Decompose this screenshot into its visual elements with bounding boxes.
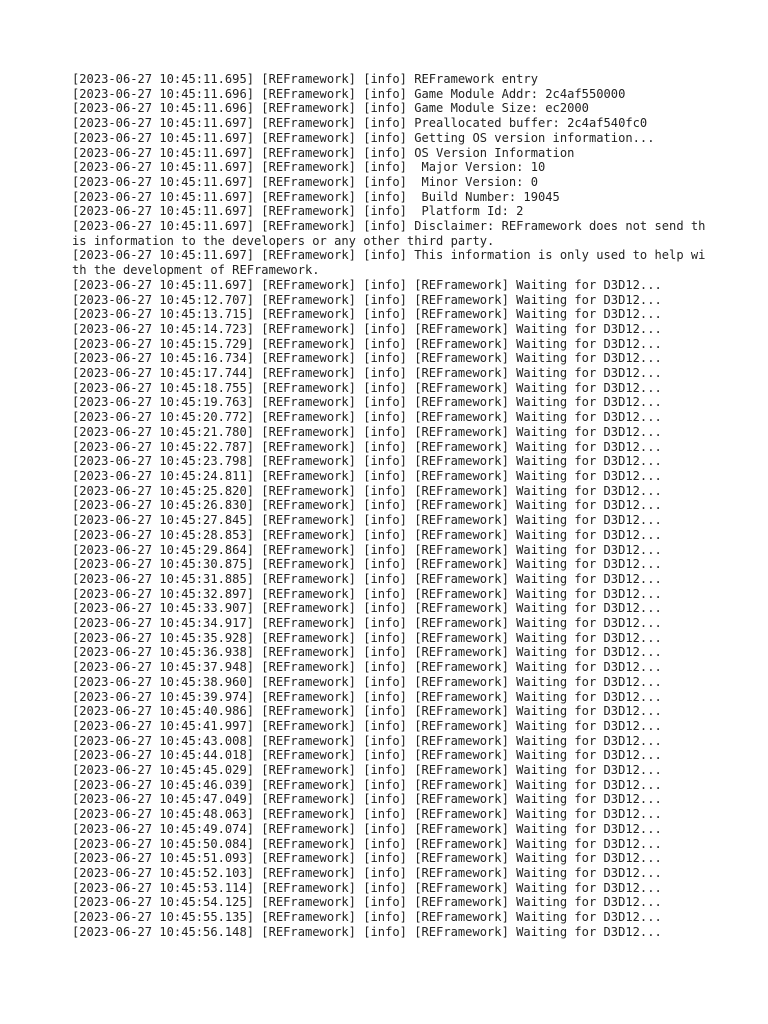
log-line: [2023-06-27 10:45:53.114] [REFramework] [info] [REFramework] Waiting for D3D12... (72, 880, 662, 895)
log-line: [2023-06-27 10:45:28.853] [REFramework] [info] [REFramework] Waiting for D3D12... (72, 527, 662, 542)
log-line: [2023-06-27 10:45:27.845] [REFramework] [info] [REFramework] Waiting for D3D12... (72, 513, 662, 528)
log-line: [2023-06-27 10:45:21.780] [REFramework] [info] [REFramework] Waiting for D3D12... (72, 424, 662, 439)
log-line: [2023-06-27 10:45:32.897] [REFramework] [info] [REFramework] Waiting for D3D12... (72, 586, 662, 601)
log-line: [2023-06-27 10:45:11.697] [REFramework] [info] Minor Version: 0 (72, 174, 538, 189)
log-line: [2023-06-27 10:45:24.811] [REFramework] [info] [REFramework] Waiting for D3D12... (72, 468, 662, 483)
log-line: [2023-06-27 10:45:48.063] [REFramework] [info] [REFramework] Waiting for D3D12... (72, 807, 662, 822)
log-line: [2023-06-27 10:45:25.820] [REFramework] [info] [REFramework] Waiting for D3D12... (72, 483, 662, 498)
log-line: [2023-06-27 10:45:54.125] [REFramework] [info] [REFramework] Waiting for D3D12... (72, 895, 662, 910)
log-line: [2023-06-27 10:45:36.938] [REFramework] [info] [REFramework] Waiting for D3D12... (72, 645, 662, 660)
log-line: [2023-06-27 10:45:30.875] [REFramework] [info] [REFramework] Waiting for D3D12... (72, 557, 662, 572)
log-line: [2023-06-27 10:45:47.049] [REFramework] [info] [REFramework] Waiting for D3D12... (72, 792, 662, 807)
log-line: [2023-06-27 10:45:16.734] [REFramework] [info] [REFramework] Waiting for D3D12... (72, 351, 662, 366)
log-line: [2023-06-27 10:45:43.008] [REFramework] [info] [REFramework] Waiting for D3D12... (72, 733, 662, 748)
log-line: [2023-06-27 10:45:46.039] [REFramework] [info] [REFramework] Waiting for D3D12... (72, 777, 662, 792)
log-line: [2023-06-27 10:45:45.029] [REFramework] [info] [REFramework] Waiting for D3D12... (72, 763, 662, 778)
log-document (72, 72, 712, 939)
log-line: [2023-06-27 10:45:44.018] [REFramework] [info] [REFramework] Waiting for D3D12... (72, 748, 662, 763)
log-line: [2023-06-27 10:45:50.084] [REFramework] [info] [REFramework] Waiting for D3D12... (72, 836, 662, 851)
log-line: [2023-06-27 10:45:18.755] [REFramework] [info] [REFramework] Waiting for D3D12... (72, 380, 662, 395)
log-line: [2023-06-27 10:45:40.986] [REFramework] [info] [REFramework] Waiting for D3D12... (72, 704, 662, 719)
log-line: [2023-06-27 10:45:34.917] [REFramework] [info] [REFramework] Waiting for D3D12... (72, 616, 662, 631)
log-line: [2023-06-27 10:45:17.744] [REFramework] [info] [REFramework] Waiting for D3D12... (72, 366, 662, 381)
log-line: [2023-06-27 10:45:11.697] [REFramework] [info] Major Version: 10 (72, 160, 546, 175)
log-line: [2023-06-27 10:45:11.697] [REFramework] [info] Preallocated buffer: 2c4af540fc0 (72, 116, 648, 131)
log-line: [2023-06-27 10:45:31.885] [REFramework] [info] [REFramework] Waiting for D3D12... (72, 571, 662, 586)
log-line: [2023-06-27 10:45:11.697] [REFramework] [info] Build Number: 19045 (72, 189, 560, 204)
log-line: [2023-06-27 10:45:37.948] [REFramework] [info] [REFramework] Waiting for D3D12... (72, 660, 662, 675)
log-line: [2023-06-27 10:45:11.696] [REFramework] [info] Game Module Size: ec2000 (72, 101, 589, 116)
log-line: [2023-06-27 10:45:29.864] [REFramework] [info] [REFramework] Waiting for D3D12... (72, 542, 662, 557)
log-line: [2023-06-27 10:45:55.135] [REFramework] [info] [REFramework] Waiting for D3D12... (72, 910, 662, 925)
log-line: [2023-06-27 10:45:15.729] [REFramework] [info] [REFramework] Waiting for D3D12... (72, 336, 662, 351)
log-line: [2023-06-27 10:45:41.997] [REFramework] [info] [REFramework] Waiting for D3D12... (72, 718, 662, 733)
log-line: [2023-06-27 10:45:20.772] [REFramework] [info] [REFramework] Waiting for D3D12... (72, 410, 662, 425)
log-line: [2023-06-27 10:45:11.697] [REFramework] [info] This information is only used to help with the development of REFramework. (72, 248, 706, 278)
log-line: [2023-06-27 10:45:11.697] [REFramework] [info] Platform Id: 2 (72, 204, 524, 219)
log-line: [2023-06-27 10:45:39.974] [REFramework] [info] [REFramework] Waiting for D3D12... (72, 689, 662, 704)
log-line: [2023-06-27 10:45:11.697] [REFramework] [info] [REFramework] Waiting for D3D12... (72, 277, 662, 292)
log-line: [2023-06-27 10:45:11.695] [REFramework] [info] REFramework entry (72, 72, 538, 86)
log-line: [2023-06-27 10:45:19.763] [REFramework] [info] [REFramework] Waiting for D3D12... (72, 395, 662, 410)
log-line: [2023-06-27 10:45:23.798] [REFramework] [info] [REFramework] Waiting for D3D12... (72, 454, 662, 469)
log-line: [2023-06-27 10:45:38.960] [REFramework] [info] [REFramework] Waiting for D3D12... (72, 674, 662, 689)
log-line: [2023-06-27 10:45:22.787] [REFramework] [info] [REFramework] Waiting for D3D12... (72, 439, 662, 454)
log-line: [2023-06-27 10:45:11.697] [REFramework] [info] Disclaimer: REFramework does not send this information to the developers or any other third party. (72, 219, 706, 248)
log-line: [2023-06-27 10:45:11.697] [REFramework] [info] OS Version Information (72, 145, 575, 160)
log-line: [2023-06-27 10:45:26.830] [REFramework] [info] [REFramework] Waiting for D3D12... (72, 498, 662, 513)
log-line: [2023-06-27 10:45:49.074] [REFramework] [info] [REFramework] Waiting for D3D12... (72, 821, 662, 836)
log-line: [2023-06-27 10:45:56.148] [REFramework] [info] [REFramework] Waiting for D3D12... (72, 924, 662, 939)
log-line: [2023-06-27 10:45:51.093] [REFramework] [info] [REFramework] Waiting for D3D12... (72, 851, 662, 866)
log-line: [2023-06-27 10:45:11.697] [REFramework] [info] Getting OS version information... (72, 130, 655, 145)
log-line: [2023-06-27 10:45:11.696] [REFramework] [info] Game Module Addr: 2c4af550000 (72, 86, 626, 101)
log-line: [2023-06-27 10:45:35.928] [REFramework] [info] [REFramework] Waiting for D3D12... (72, 630, 662, 645)
log-line: [2023-06-27 10:45:33.907] [REFramework] [info] [REFramework] Waiting for D3D12... (72, 601, 662, 616)
log-line: [2023-06-27 10:45:13.715] [REFramework] [info] [REFramework] Waiting for D3D12... (72, 307, 662, 322)
log-line: [2023-06-27 10:45:12.707] [REFramework] [info] [REFramework] Waiting for D3D12... (72, 292, 662, 307)
log-line: [2023-06-27 10:45:52.103] [REFramework] [info] [REFramework] Waiting for D3D12... (72, 865, 662, 880)
log-line: [2023-06-27 10:45:14.723] [REFramework] [info] [REFramework] Waiting for D3D12... (72, 321, 662, 336)
